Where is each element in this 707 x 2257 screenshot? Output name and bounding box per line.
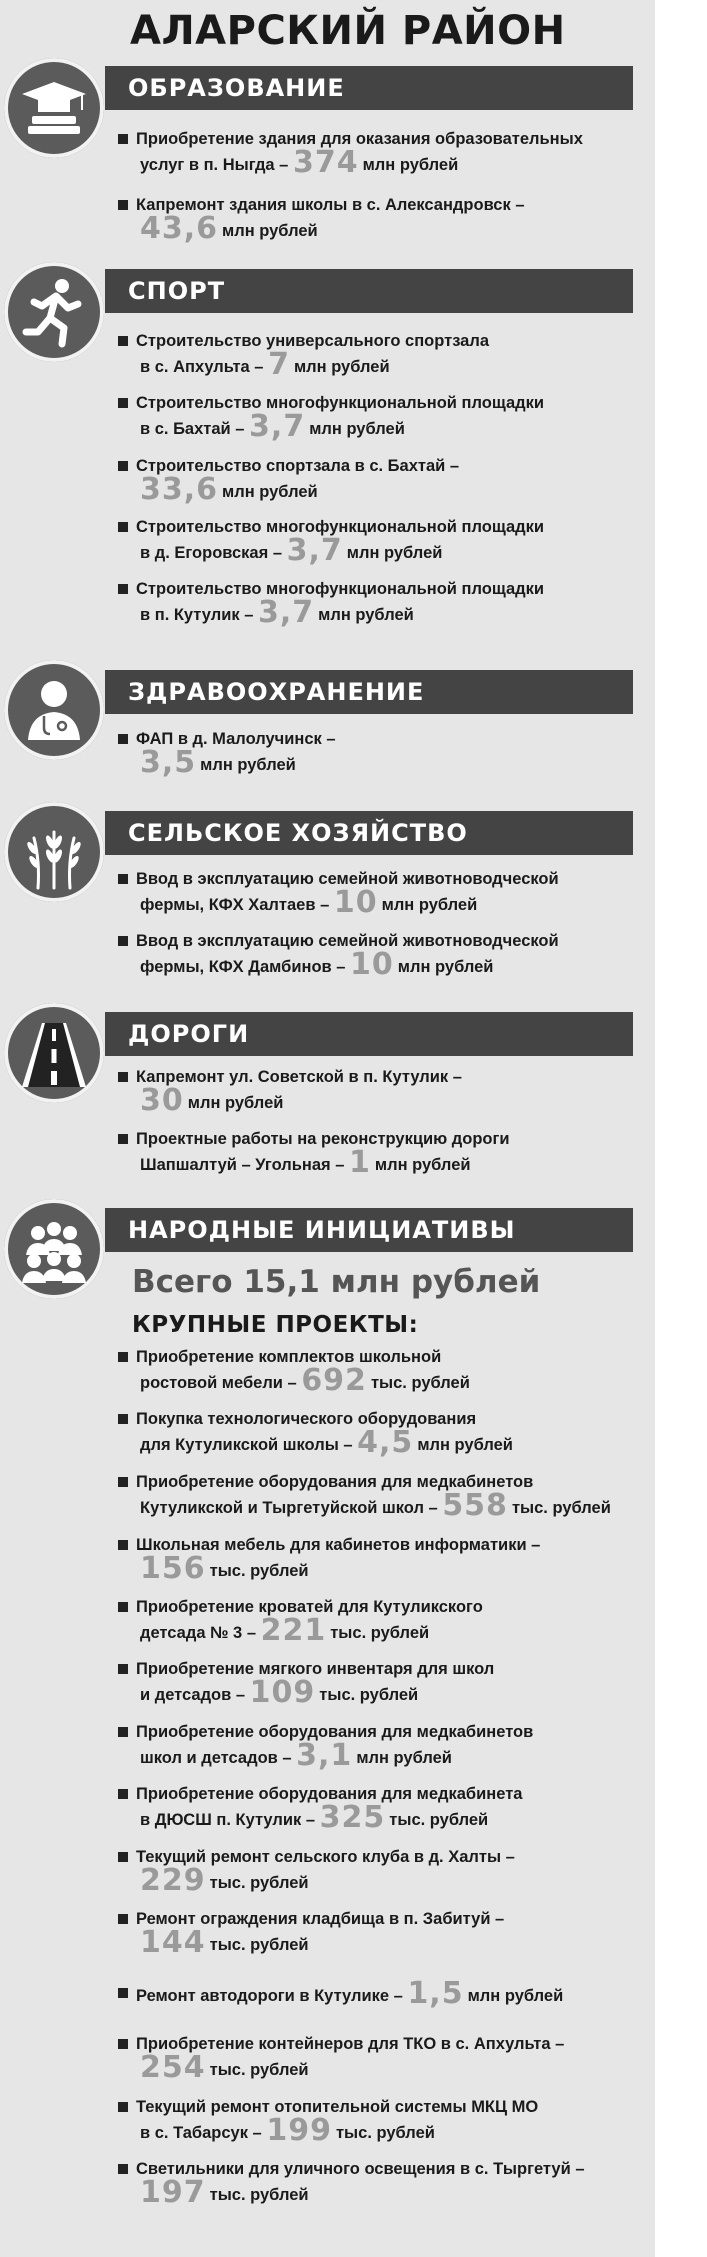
item-text: Ремонт ограждения кладбища в п. Забитуй –	[136, 1910, 505, 1928]
bullet-icon	[118, 734, 128, 744]
item-text-2: Кутуликской и Тыргетуйской школ –	[140, 1499, 438, 1517]
list-item	[136, 1066, 636, 1118]
item-line-2	[136, 885, 636, 920]
item-text: Приобретение мягкого инвентаря для школ	[136, 1660, 495, 1678]
item-value: 156	[140, 1551, 206, 1586]
item-value: 692	[301, 1363, 367, 1398]
item-unit: тыс. рублей	[209, 1874, 309, 1892]
item-line-2	[136, 145, 636, 180]
item-text: Приобретение здания для оказания образовательных	[136, 130, 583, 148]
item-line	[136, 1658, 636, 1681]
item-text: ФАП в д. Малолучинск –	[136, 730, 336, 748]
item-line	[136, 868, 636, 891]
item-value: 10	[350, 947, 394, 982]
item-text: Капремонт здания школы в с. Александровск –	[136, 196, 525, 214]
section-title-health: ЗДРАВООХРАНЕНИЕ	[128, 678, 425, 706]
bullet-icon	[118, 1602, 128, 1612]
item-value: 3,5	[140, 745, 197, 780]
list-item	[136, 578, 636, 630]
item-text: Покупка технологического оборудования	[136, 1410, 477, 1428]
item-line-2	[136, 211, 636, 246]
item-text-2: услуг в п. Ныгда –	[140, 156, 289, 174]
list-item	[136, 455, 636, 507]
graduation-cap-icon	[4, 58, 104, 158]
item-text-2: для Кутуликской школы –	[140, 1436, 353, 1454]
item-line	[136, 1976, 636, 2011]
item-line-2	[136, 1551, 636, 1586]
item-line	[136, 516, 636, 539]
item-value: 374	[292, 145, 359, 180]
item-value: 33,6	[140, 472, 219, 507]
item-line-2	[136, 1800, 636, 1835]
item-line	[136, 1596, 636, 1619]
item-text: Строительство универсального спортзала	[136, 332, 490, 350]
bullet-icon	[118, 1789, 128, 1799]
item-text: Приобретение контейнеров для ТКО в с. Апхульта –	[136, 2035, 565, 2053]
item-line-2	[136, 1613, 636, 1648]
item-text: Проектные работы на реконструкцию дороги	[136, 1130, 510, 1148]
item-line	[136, 330, 636, 353]
item-text-2: и детсадов –	[140, 1686, 246, 1704]
item-line	[136, 2096, 636, 2119]
item-line-2	[136, 1083, 636, 1118]
item-line-2	[136, 2113, 636, 2148]
item-text: Приобретение оборудования для медкабинетов	[136, 1473, 534, 1491]
item-line-2	[136, 2175, 636, 2210]
list-item	[136, 1908, 636, 1960]
running-man-icon	[4, 262, 104, 362]
list-item	[136, 2033, 636, 2085]
item-line-2	[136, 1738, 636, 1773]
bullet-icon	[118, 874, 128, 884]
item-text: Капремонт ул. Советской в п. Кутулик –	[136, 1068, 462, 1086]
item-text: Приобретение комплектов школьной	[136, 1348, 442, 1366]
item-unit: тыс. рублей	[389, 1811, 489, 1829]
item-text: Приобретение кроватей для Кутуликского	[136, 1598, 483, 1616]
bullet-icon	[118, 336, 128, 346]
bullet-icon	[118, 1134, 128, 1144]
item-text-2: в п. Кутулик –	[140, 606, 254, 624]
item-unit: млн рублей	[381, 896, 478, 914]
bullet-icon	[118, 2039, 128, 2049]
list-item	[136, 194, 636, 246]
item-line-2	[136, 595, 636, 630]
item-unit: млн рублей	[222, 222, 318, 240]
item-text: Ремонт автодороги в Кутулике –	[136, 1987, 403, 2005]
section-title-sport: СПОРТ	[128, 277, 226, 305]
item-unit: тыс. рублей	[209, 1936, 309, 1954]
item-value: 4,5	[357, 1425, 414, 1460]
item-unit: тыс. рублей	[209, 2061, 309, 2079]
item-line	[136, 578, 636, 601]
item-line-2	[136, 347, 636, 382]
people-group-icon	[4, 1199, 104, 1299]
item-value: 558	[442, 1488, 508, 1523]
item-value: 7	[268, 347, 290, 382]
item-value: 43,6	[140, 211, 219, 246]
item-line-2	[136, 533, 636, 568]
item-value: 254	[140, 2050, 206, 2085]
item-line-2	[136, 472, 636, 507]
bullet-icon	[118, 1988, 128, 1998]
list-item	[136, 2158, 636, 2210]
bullet-icon	[118, 936, 128, 946]
item-unit: тыс. рублей	[209, 1562, 309, 1580]
item-line-2	[136, 1925, 636, 1960]
item-unit: тыс. рублей	[319, 1686, 419, 1704]
item-unit: тыс. рублей	[209, 2186, 309, 2204]
item-text: Текущий ремонт отопительной системы МКЦ МО	[136, 2098, 539, 2116]
item-unit: млн рублей	[318, 606, 414, 624]
bullet-icon	[118, 134, 128, 144]
section-title-initiatives: НАРОДНЫЕ ИНИЦИАТИВЫ	[128, 1216, 516, 1244]
bullet-icon	[118, 584, 128, 594]
item-text-2: Шапшалтуй – Угольная –	[140, 1156, 345, 1174]
item-line	[136, 1066, 636, 1089]
item-unit: млн рублей	[467, 1987, 564, 2005]
item-value: 325	[319, 1800, 386, 1835]
item-text: Приобретение оборудования для медкабинета	[136, 1785, 523, 1803]
item-text: Приобретение оборудования для медкабинетов	[136, 1723, 534, 1741]
item-line	[136, 1721, 636, 1744]
item-unit: млн рублей	[374, 1156, 471, 1174]
item-unit: млн рублей	[200, 756, 296, 774]
bullet-icon	[118, 1664, 128, 1674]
item-line-2	[136, 1363, 636, 1398]
item-value: 199	[266, 2113, 332, 2148]
item-line-2	[136, 1488, 636, 1523]
item-value: 30	[140, 1083, 184, 1118]
item-unit: млн рублей	[356, 1749, 452, 1767]
item-line	[136, 1346, 636, 1369]
list-item	[136, 1846, 636, 1898]
item-text-2: в с. Табарсук –	[140, 2124, 262, 2142]
item-text-2: фермы, КФХ Дамбинов –	[140, 958, 346, 976]
item-line	[136, 2158, 636, 2181]
list-item	[136, 728, 636, 780]
list-item	[136, 516, 636, 568]
item-value: 1	[349, 1145, 371, 1180]
item-text: Школьная мебель для кабинетов информатики –	[136, 1536, 541, 1554]
list-item	[136, 868, 636, 920]
item-text: Строительство многофункциональной площадки	[136, 580, 545, 598]
list-item	[136, 930, 636, 982]
bullet-icon	[118, 1540, 128, 1550]
item-unit: млн рублей	[397, 958, 494, 976]
item-value: 109	[249, 1675, 316, 1710]
item-text: Ввод в эксплуатацию семейной животноводческой	[136, 870, 559, 888]
item-unit: млн рублей	[187, 1094, 284, 1112]
item-unit: млн рублей	[222, 483, 318, 501]
list-item	[136, 2096, 636, 2148]
item-line	[136, 1783, 636, 1806]
section-title-roads: ДОРОГИ	[128, 1020, 250, 1048]
list-item	[136, 1596, 636, 1648]
item-line	[136, 1128, 636, 1151]
item-line	[136, 128, 636, 151]
item-line	[136, 1471, 636, 1494]
list-item	[136, 1534, 636, 1586]
bullet-icon	[118, 1352, 128, 1362]
list-item	[136, 330, 636, 382]
item-value: 3,7	[249, 409, 306, 444]
item-text-2: ростовой мебели –	[140, 1374, 297, 1392]
item-text-2: фермы, КФХ Халтаев –	[140, 896, 330, 914]
item-value: 1,5	[407, 1976, 464, 2011]
list-item	[136, 1976, 636, 2011]
initiatives-total: Всего 15,1 млн рублей	[132, 1264, 541, 1300]
item-unit: тыс. рублей	[335, 2124, 435, 2142]
item-text-2: в с. Бахтай –	[140, 420, 245, 438]
list-item	[136, 1658, 636, 1710]
item-text: Строительство спортзала в с. Бахтай –	[136, 457, 460, 475]
page-title: АЛАРСКИЙ РАЙОН	[130, 8, 566, 54]
item-value: 3,1	[296, 1738, 353, 1773]
wheat-icon	[4, 802, 104, 902]
list-item	[136, 1721, 636, 1773]
item-text: Ввод в эксплуатацию семейной животноводческой	[136, 932, 559, 950]
item-line-2	[136, 1675, 636, 1710]
bullet-icon	[118, 200, 128, 210]
bullet-icon	[118, 1072, 128, 1082]
section-title-education: ОБРАЗОВАНИЕ	[128, 74, 345, 102]
doctor-icon	[4, 660, 104, 760]
bullet-icon	[118, 1914, 128, 1924]
bullet-icon	[118, 398, 128, 408]
item-line	[136, 1908, 636, 1931]
list-item	[136, 1128, 636, 1180]
item-text-2: школ и детсадов –	[140, 1749, 292, 1767]
road-icon	[4, 1003, 104, 1103]
item-value: 144	[140, 1925, 206, 1960]
bullet-icon	[118, 2164, 128, 2174]
list-item	[136, 1408, 636, 1460]
item-line	[136, 728, 636, 751]
item-value: 3,7	[258, 595, 315, 630]
item-line-2	[136, 1425, 636, 1460]
item-line-2	[136, 947, 636, 982]
item-line	[136, 392, 636, 415]
list-item	[136, 128, 636, 180]
bullet-icon	[118, 522, 128, 532]
bullet-icon	[118, 1852, 128, 1862]
item-text-2: в д. Егоровская –	[140, 544, 282, 562]
list-item	[136, 1783, 636, 1835]
item-line	[136, 1846, 636, 1869]
item-line	[136, 2033, 636, 2056]
item-value: 197	[140, 2175, 206, 2210]
bullet-icon	[118, 1414, 128, 1424]
list-item	[136, 1471, 636, 1523]
item-line-2	[136, 1145, 636, 1180]
item-unit: млн рублей	[293, 358, 390, 376]
section-title-agriculture: СЕЛЬСКОЕ ХОЗЯЙСТВО	[128, 819, 468, 847]
item-unit: млн рублей	[309, 420, 405, 438]
item-value: 221	[260, 1613, 327, 1648]
item-unit: тыс. рублей	[511, 1499, 611, 1517]
item-text-2: детсада № 3 –	[140, 1624, 256, 1642]
item-unit: млн рублей	[346, 544, 443, 562]
item-line	[136, 1534, 636, 1557]
item-value: 3,7	[286, 533, 343, 568]
item-line-2	[136, 745, 636, 780]
item-line-2	[136, 409, 636, 444]
item-value: 10	[333, 885, 378, 920]
item-line-2	[136, 2050, 636, 2085]
bullet-icon	[118, 2102, 128, 2112]
item-unit: тыс. рублей	[330, 1624, 430, 1642]
item-text: Строительство многофункциональной площадки	[136, 518, 545, 536]
item-value: 229	[140, 1863, 206, 1898]
item-text-2: в с. Апхульта –	[140, 358, 264, 376]
bullet-icon	[118, 1727, 128, 1737]
item-line-2	[136, 1863, 636, 1898]
item-text: Строительство многофункциональной площадки	[136, 394, 545, 412]
list-item	[136, 1346, 636, 1398]
item-unit: млн рублей	[362, 156, 459, 174]
item-unit: млн рублей	[417, 1436, 513, 1454]
bullet-icon	[118, 1477, 128, 1487]
list-item	[136, 392, 636, 444]
item-text: Текущий ремонт сельского клуба в д. Халты –	[136, 1848, 515, 1866]
item-unit: тыс. рублей	[370, 1374, 470, 1392]
item-text: Светильники для уличного освещения в с. Тыргетуй –	[136, 2160, 585, 2178]
bullet-icon	[118, 461, 128, 471]
item-text-2: в ДЮСШ п. Кутулик –	[140, 1811, 316, 1829]
major-projects-heading: КРУПНЫЕ ПРОЕКТЫ:	[132, 1312, 419, 1338]
